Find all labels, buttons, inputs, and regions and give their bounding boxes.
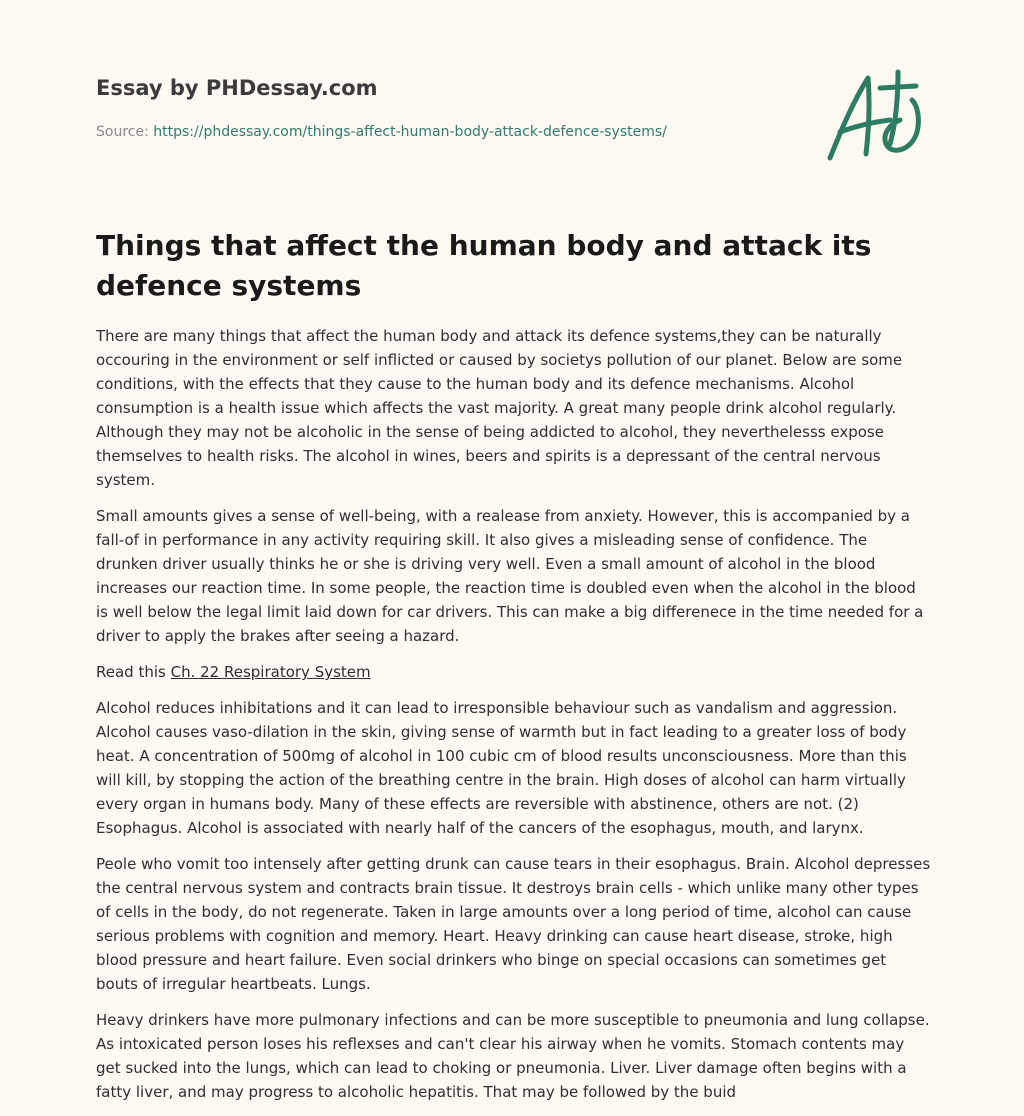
essay-paragraph: There are many things that affect the human body and attack its defence systems,they can be naturally occouring in the environment or self inflicted or caused by societys pollution of our planet. Below are some conditions, with the effects that they cause to the human body and its defence mechanisms. Alcohol consumption is a health issue which affects the vast majority. A great many people drink alcohol regularly. Although they may not be alcoholic in the sense of being addicted to alcohol, they neverthelesss expose themselves to health risks. The alcohol in wines, beers and spirits is a depressant of the central nervous system. [96, 327, 903, 489]
source-line [96, 124, 667, 140]
source-label: Source: [96, 124, 149, 140]
essay-paragraph: Heavy drinkers have more pulmonary infections and can be more susceptible to pneumonia and lung collapse. As intoxicated person loses his reflexses and can't clear his airway when he vomits. Stomach contents may get sucked into the lungs, which can lead to choking or pneumonia. Liver. Liver damage often begins with a fatty liver, and may progress to alcoholic hepatitis. That may be followed by the buid [96, 1011, 930, 1101]
essay-body [96, 324, 932, 1116]
essay-title: Things that affect the human body and attack its defence systems [96, 229, 872, 302]
essay-paragraph: Small amounts gives a sense of well-being, with a realease from anxiety. However, this is accompanied by a fall-of in performance in any activity requiring skill. It also gives a misleading sense of confidence. The drunken driver usually thinks he or she is driving very well. Even a small amount of alcohol in the blood increases our reaction time. In some people, the reaction time is doubled even when the alcohol in the blood is well below the legal limit laid down for car drivers. This can make a big differenece in the time needed for a driver to apply the brakes after seeing a hazard. [96, 507, 924, 645]
read-this-line [96, 660, 932, 684]
site-name: Essay by PHDessay.com [96, 76, 378, 100]
essay-paragraph: Alcohol reduces inhibitations and it can lead to irresponsible behaviour such as vandalism and aggression. Alcohol causes vaso-dilation in the skin, giving sense of warmth but in fact leading to a greater loss of body heat. A concentration of 500mg of alcohol in 100 cubic cm of blood results unconsciousness. More than this will kill, by stopping the action of the breathing centre in the brain. High doses of alcohol can harm virtually every organ in humans body. Many of these effects are reversible with abstinence, others are not. (2) Esophagus. Alcohol is associated with nearly half of the cancers of the esophagus, mouth, and larynx. [96, 699, 907, 837]
a-plus-logo-icon [820, 66, 928, 166]
essay-paragraph: Peole who vomit too intensely after getting drunk can cause tears in their esophagus. Brain. Alcohol depresses the central nervous system and contracts brain tissue. It destroys brain cells - which unlike many other types of cells in the body, do not regenerate. Taken in large amounts over a long period of time, alcohol can cause serious problems with cognition and memory. Heart. Heavy drinking can cause heart disease, stroke, high blood pressure and heart failure. Even social drinkers who binge on special occasions can sometimes get bouts of irregular heartbeats. Lungs. [96, 855, 931, 993]
source-link[interactable]: https://phdessay.com/things-affect-human-body-attack-defence-systems/ [153, 124, 667, 140]
read-this-prefix: Read this [96, 663, 166, 681]
read-this-link[interactable]: Ch. 22 Respiratory System [170, 663, 371, 681]
